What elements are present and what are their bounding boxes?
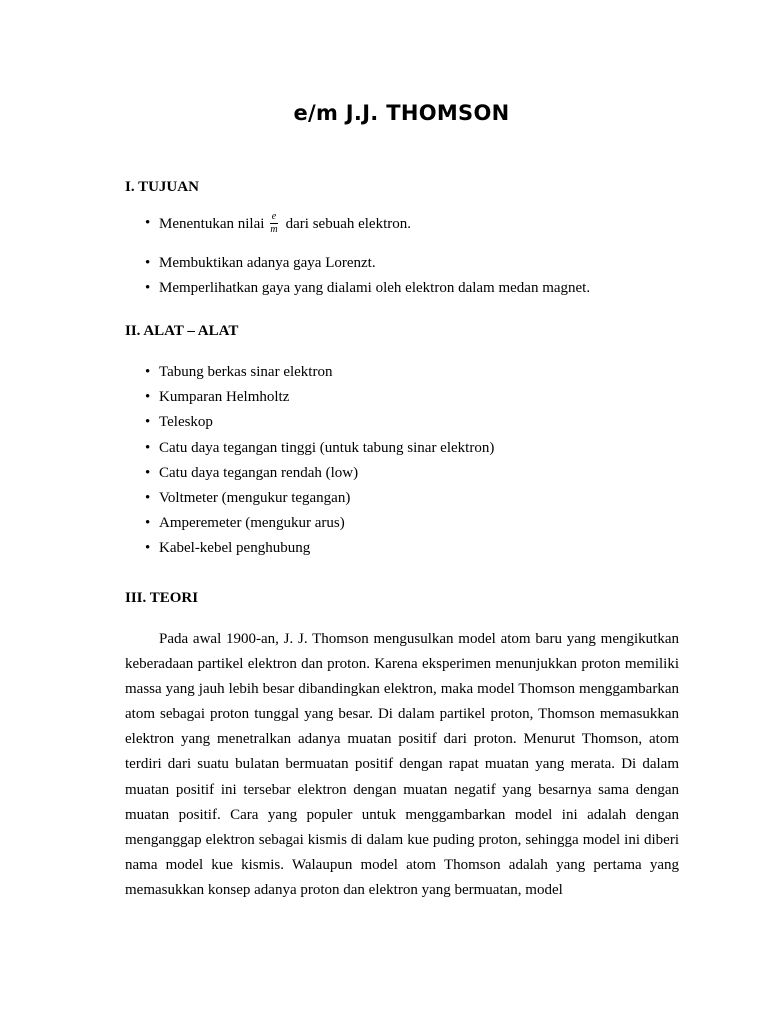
alat-list xyxy=(145,362,494,564)
list-item: • Voltmeter (mengukur tegangan) xyxy=(145,488,494,513)
document-title: e/m J.J. THOMSON xyxy=(293,101,510,125)
section-heading-alat: II. ALAT – ALAT xyxy=(125,323,239,339)
teori-paragraph: Pada awal 1900-an, J. J. Thomson mengusulkan model atom baru yang mengikutkan keberadaan partikel elektron dan proton. Karena eksperimen menunjukkan proton memiliki massa yang jauh lebih besar dibandingkan elektron, maka model Thomson menggambarkan atom sebagai proton tunggal yang besar. Di dalam partikel proton, Thomson memasukkan elektron yang menetralkan adanya muatan positif dari proton. Menurut Thomson, atom terdiri dari suatu bulatan bermuatan positif dengan rapat muatan yang merata. Di dalam muatan positif ini tersebar elektron dengan muatan negatif yang besarnya sama dengan muatan positif. Cara yang populer untuk menggambarkan model ini adalah dengan menganggap elektron sebagai kismis di dalam kue puding proton, sehingga model ini diberi nama model kue kismis. Walaupun model atom Thomson adalah yang pertama yang memasukkan konsep adanya proton dan elektron yang bermuatan, model xyxy=(125,631,679,898)
fraction-e-over-m xyxy=(270,211,277,236)
list-item xyxy=(145,212,590,252)
list-item-text: Menentukan nilai xyxy=(159,215,265,232)
list-item: • Catu daya tegangan tinggi (untuk tabung sinar elektron) xyxy=(145,438,494,463)
list-item: • Kabel-kebel penghubung xyxy=(145,538,494,563)
list-item-text: dari sebuah elektron. xyxy=(285,215,411,232)
fraction-numerator: e xyxy=(271,211,277,222)
list-item: • Amperemeter (mengukur arus) xyxy=(145,513,494,538)
list-item: • Tabung berkas sinar elektron xyxy=(145,362,494,387)
list-item: • Teleskop xyxy=(145,412,494,437)
section-heading-tujuan: I. TUJUAN xyxy=(125,179,199,195)
section-heading-teori: III. TEORI xyxy=(125,590,199,606)
list-item: • Membuktikan adanya gaya Lorenzt. xyxy=(145,252,590,277)
list-item: • Memperlihatkan gaya yang dialami oleh elektron dalam medan magnet. xyxy=(145,277,590,302)
list-item: • Catu daya tegangan rendah (low) xyxy=(145,463,494,488)
fraction-denominator: m xyxy=(270,224,278,235)
list-item: • Kumparan Helmholtz xyxy=(145,387,494,412)
tujuan-list xyxy=(145,212,590,302)
